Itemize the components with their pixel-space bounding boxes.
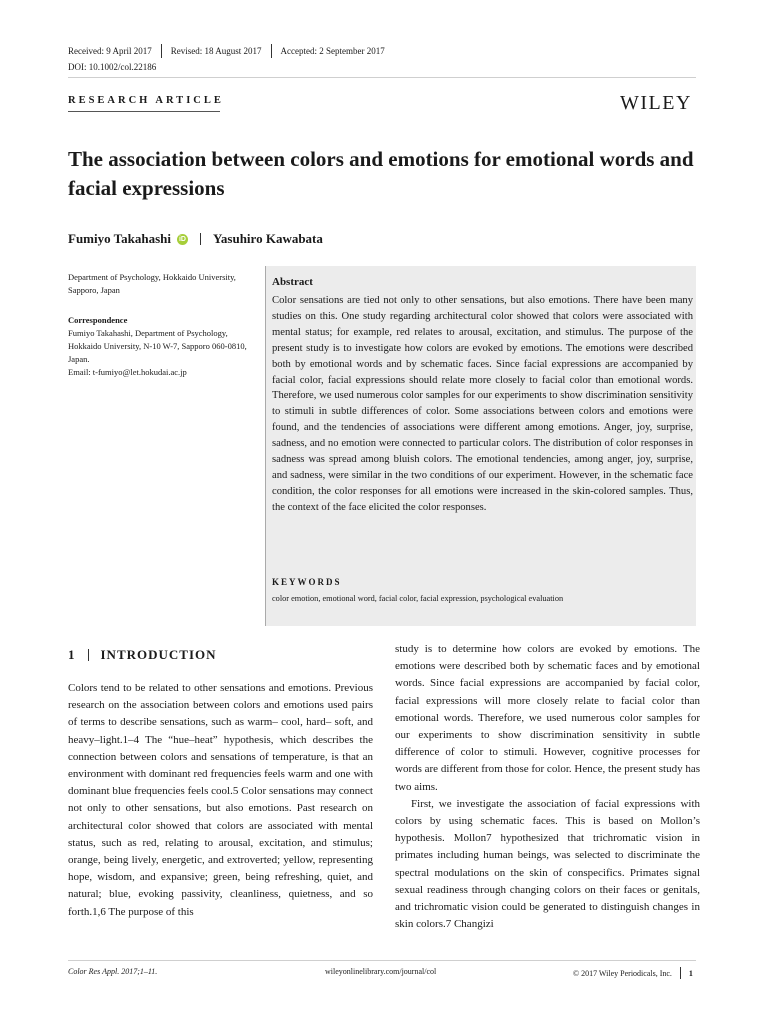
footer-right (573, 967, 693, 979)
received-date: Received: 9 April 2017 (68, 46, 152, 56)
orcid-icon[interactable]: iD (178, 235, 186, 243)
divider (271, 44, 272, 58)
journal-citation: Color Res Appl. 2017;1–11. (68, 967, 158, 976)
publisher-logo: WILEY (620, 92, 692, 114)
article-dates (68, 44, 385, 58)
footer-rule (68, 960, 696, 961)
article-type-rule (68, 111, 220, 112)
article-title: The association between colors and emotions for emotional words and facial expressions (68, 147, 694, 200)
section-title: INTRODUCTION (100, 647, 217, 662)
divider (161, 44, 162, 58)
section-heading (68, 647, 217, 663)
paragraph: study is to determine how colors are evoked by emotions. The emotions were described both by schematic faces and by emotional words. Since facial expressions are accompanied by facial color, facial expressions will more closely relate to facial color than emotional words. Therefore, we used numerous color samples for our experiments to show discrimination sensitivity in subtle difference of color to stimuli. However, cognitive processes for words are different from those for color. Hence, the present study has two aims. (395, 643, 700, 793)
abstract-text: Color sensations are tied not only to other sensations, but also emotions. There have been many studies on this. One study regarding architectural color showed that colors were associated with mental status; for example, red relates to arousal, excitation, and stimulus. The purpose of the present study is to investigate how colors are evoked by emotions. The emotions were described both by emotional words and by schematic faces. Since facial expressions are accompanied by facial color, facial expressions should relate more closely to facial color than emotional words. Therefore, we used numerous color samples for our experiments to show discrimination sensitivity to stimuli in subtle differences of color. Some associations between colors and emotions were found, and the tendencies of associations were different among emotions. Anger, joy, surprise, sadness, and no emotion were connected to particular colors. The distribution of color responses in sadness was spread among bluish colors. The emotional tendencies, among anger, joy, surprise, and sadness, were similar in the two conditions of our experiment. However, in the schematic face condition, the color responses for all emotions were increased in the skin-colored samples. Thus, the context of the face elicited the color responses. (272, 295, 693, 513)
correspondence-email[interactable]: Email: t-fumiyo@let.hokudai.ac.jp (68, 367, 187, 377)
header-rule (68, 77, 696, 78)
divider (88, 649, 89, 661)
article-type: RESEARCH ARTICLE (68, 95, 224, 106)
body-column-right (395, 641, 700, 933)
affiliation: Department of Psychology, Hokkaido University, Sapporo, Japan (68, 272, 236, 295)
journal-url[interactable]: wileyonlinelibrary.com/journal/col (325, 967, 437, 976)
copyright: © 2017 Wiley Periodicals, Inc. (573, 968, 672, 978)
author-name[interactable]: Yasuhiro Kawabata (212, 231, 323, 246)
abstract-heading: Abstract (272, 276, 313, 288)
divider (680, 967, 681, 979)
revised-date: Revised: 18 August 2017 (170, 46, 262, 56)
paragraph: First, we investigate the association of facial expressions with colors by using schematic faces. This is based on Mollon’s hypothesis. Mollon7 hypothesized that trichromatic vision in primates including human beings, was selected to discriminate the spectral modulations on the skin of conspecifics. Primates signal sexual readiness through changing colors on their faces or genitals, and trichromatic vision could be generated to distinguish changes in skin colors.7 Changizi (395, 797, 700, 931)
author-name[interactable]: Fumiyo Takahashi (68, 231, 171, 246)
accepted-date: Accepted: 2 September 2017 (280, 46, 385, 56)
body-column-left: Colors tend to be related to other sensations and emotions. Previous research on the association between colors and emotions used pairs of terms to describe sensations, such as warm– cool, hard– soft, and heavy–light.1–4 The “hue–heat” hypothesis, which describes the connection between colors and sensations of temperature, is that an environment with dominant red frequencies feels warm and one with dominant blue frequencies feels cool.5 Color sensations may connect not only to other sensations, but also emotions. Past research on architectural color showed that colors are associated with mental status, such as red, relating to arousal, excitation, and stimulus; orange, being lively, energetic, and extroverted; yellow, representing hope, wisdom, and expansive; green, being refreshing, quiet, and natural; blue, evoking passivity, cleanliness, quietness, and so forth.1,6 The purpose of this (68, 682, 373, 918)
correspondence-heading: Correspondence (68, 315, 128, 325)
section-number: 1 (68, 647, 76, 662)
correspondence-body: Fumiyo Takahashi, Department of Psychology, Hokkaido University, N-10 W-7, Sapporo 060-0810, Japan. (68, 328, 247, 364)
correspondence (68, 314, 253, 379)
doi[interactable]: DOI: 10.1002/col.22186 (68, 62, 157, 72)
keywords-text: color emotion, emotional word, facial color, facial expression, psychological evaluation (272, 594, 564, 603)
keywords-heading: KEYWORDS (272, 577, 342, 587)
page-number: 1 (688, 968, 693, 978)
divider (200, 233, 201, 245)
author-list (68, 231, 323, 247)
